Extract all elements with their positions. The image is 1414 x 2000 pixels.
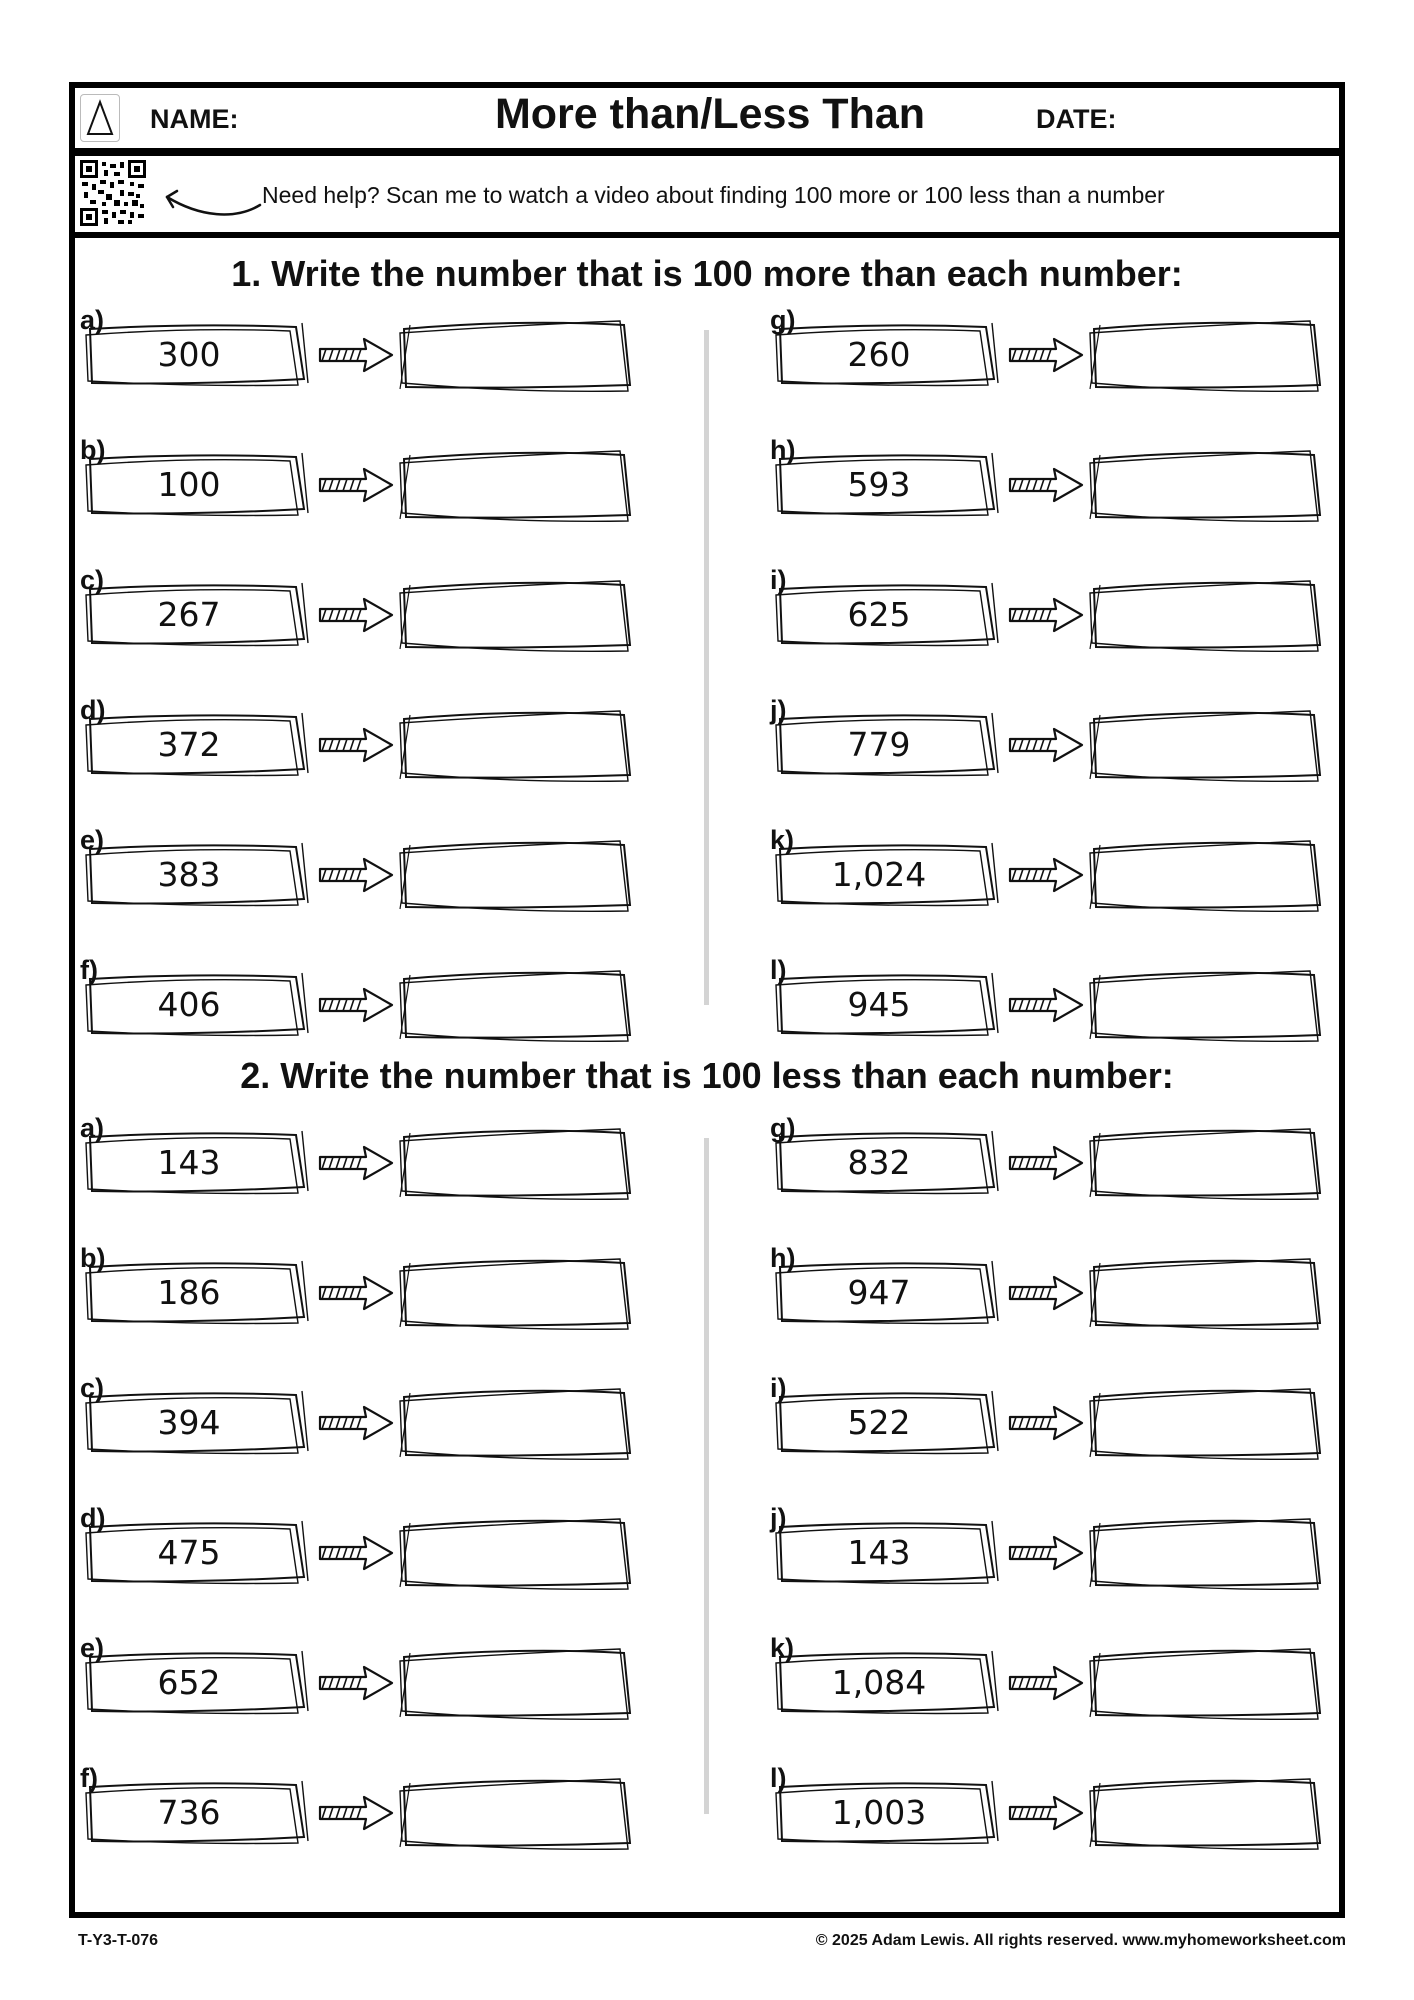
- question-item: [770, 1373, 1370, 1473]
- right-arrow-icon: [1006, 1403, 1086, 1443]
- answer-box[interactable]: [1088, 967, 1328, 1043]
- answer-box[interactable]: [1088, 1775, 1328, 1851]
- question-item: [80, 1763, 680, 1863]
- given-number: 260: [847, 334, 911, 374]
- given-number-box: [774, 1129, 1000, 1195]
- item-letter: f): [80, 1763, 98, 1793]
- given-number: 143: [157, 1142, 221, 1182]
- answer-box[interactable]: [398, 837, 638, 913]
- question-item: [770, 955, 1370, 1055]
- given-number: 143: [847, 1532, 911, 1572]
- given-number: 945: [847, 984, 911, 1024]
- right-arrow-icon: [1006, 595, 1086, 635]
- given-number-box: [774, 841, 1000, 907]
- answer-box[interactable]: [1088, 1125, 1328, 1201]
- right-arrow-icon: [1006, 1533, 1086, 1573]
- answer-box[interactable]: [398, 1125, 638, 1201]
- question-item: [80, 955, 680, 1055]
- given-number: 383: [157, 854, 221, 894]
- given-number-box: [84, 581, 310, 647]
- answer-box[interactable]: [1088, 1255, 1328, 1331]
- given-number-box: [84, 1779, 310, 1845]
- question-item: [770, 1243, 1370, 1343]
- given-number: 406: [157, 984, 221, 1024]
- question-item: [80, 1503, 680, 1603]
- item-letter: j): [770, 695, 787, 725]
- given-number-box: [84, 1259, 310, 1325]
- given-number: 1,084: [831, 1662, 927, 1702]
- triangle-logo-icon: [80, 94, 120, 142]
- item-letter: l): [770, 1763, 787, 1793]
- given-number: 267: [157, 594, 221, 634]
- question-item: [80, 825, 680, 925]
- date-label: DATE:: [1036, 104, 1117, 134]
- section-2-divider: [704, 1138, 709, 1814]
- given-number-box: [84, 321, 310, 387]
- given-number-box: [84, 841, 310, 907]
- question-item: [770, 565, 1370, 665]
- answer-box[interactable]: [398, 967, 638, 1043]
- right-arrow-icon: [1006, 335, 1086, 375]
- given-number: 832: [847, 1142, 911, 1182]
- item-letter: h): [770, 435, 796, 465]
- given-number-box: [774, 971, 1000, 1037]
- item-letter: k): [770, 1633, 795, 1663]
- question-item: [770, 1113, 1370, 1213]
- curved-arrow-icon: [155, 175, 265, 225]
- item-letter: k): [770, 825, 795, 855]
- question-item: [770, 305, 1370, 405]
- given-number: 1,003: [831, 1792, 927, 1832]
- item-letter: b): [80, 1243, 106, 1273]
- item-letter: l): [770, 955, 787, 985]
- question-item: [80, 1373, 680, 1473]
- question-item: [770, 1633, 1370, 1733]
- question-item: [80, 1243, 680, 1343]
- item-letter: e): [80, 1633, 105, 1663]
- given-number: 593: [847, 464, 911, 504]
- given-number: 947: [847, 1272, 911, 1312]
- right-arrow-icon: [1006, 465, 1086, 505]
- given-number-box: [774, 451, 1000, 517]
- item-letter: h): [770, 1243, 796, 1273]
- section-2-heading: 2. Write the number that is 100 less than each number:: [240, 1055, 1174, 1096]
- given-number: 1,024: [831, 854, 927, 894]
- right-arrow-icon: [316, 465, 396, 505]
- given-number: 394: [157, 1402, 221, 1442]
- right-arrow-icon: [1006, 985, 1086, 1025]
- item-letter: c): [80, 1373, 105, 1403]
- section-1-heading: 1. Write the number that is 100 more than each number:: [231, 253, 1183, 294]
- item-letter: c): [80, 565, 105, 595]
- question-item: [80, 565, 680, 665]
- answer-box[interactable]: [398, 317, 638, 393]
- answer-box[interactable]: [398, 1645, 638, 1721]
- given-number-box: [774, 1779, 1000, 1845]
- right-arrow-icon: [316, 1533, 396, 1573]
- right-arrow-icon: [316, 855, 396, 895]
- item-letter: f): [80, 955, 98, 985]
- item-letter: a): [80, 305, 105, 335]
- answer-box[interactable]: [398, 447, 638, 523]
- copyright-text: © 2025 Adam Lewis. All rights reserved. www.myhomeworksheet.com: [815, 1932, 1346, 1949]
- help-text: Need help? Scan me to watch a video about finding 100 more or 100 less than a number: [262, 182, 1165, 208]
- item-letter: g): [770, 1113, 796, 1143]
- answer-box[interactable]: [1088, 317, 1328, 393]
- given-number: 300: [157, 334, 221, 374]
- given-number-box: [84, 971, 310, 1037]
- right-arrow-icon: [316, 595, 396, 635]
- question-item: [770, 435, 1370, 535]
- given-number-box: [774, 321, 1000, 387]
- right-arrow-icon: [1006, 855, 1086, 895]
- question-item: [770, 695, 1370, 795]
- qr-code-icon[interactable]: [80, 160, 146, 226]
- item-letter: i): [770, 565, 787, 595]
- item-letter: d): [80, 695, 106, 725]
- given-number-box: [84, 1129, 310, 1195]
- item-letter: i): [770, 1373, 787, 1403]
- section-1-divider: [704, 330, 709, 1005]
- given-number: 625: [847, 594, 911, 634]
- answer-box[interactable]: [1088, 1645, 1328, 1721]
- answer-box[interactable]: [398, 707, 638, 783]
- question-item: [80, 695, 680, 795]
- given-number-box: [774, 1389, 1000, 1455]
- question-item: [770, 1503, 1370, 1603]
- question-item: [770, 825, 1370, 925]
- given-number-box: [774, 1649, 1000, 1715]
- page-title: More than/Less Than: [494, 90, 926, 138]
- given-number: 652: [157, 1662, 221, 1702]
- item-letter: b): [80, 435, 106, 465]
- given-number-box: [84, 711, 310, 777]
- right-arrow-icon: [1006, 725, 1086, 765]
- question-item: [80, 1113, 680, 1213]
- answer-box[interactable]: [398, 577, 638, 653]
- given-number: 779: [847, 724, 911, 764]
- name-label: NAME:: [150, 104, 239, 134]
- given-number-box: [84, 451, 310, 517]
- given-number: 522: [847, 1402, 911, 1442]
- given-number: 736: [157, 1792, 221, 1832]
- right-arrow-icon: [316, 1273, 396, 1313]
- question-item: [770, 1763, 1370, 1863]
- question-item: [80, 435, 680, 535]
- answer-box[interactable]: [1088, 1515, 1328, 1591]
- answer-box[interactable]: [398, 1255, 638, 1331]
- item-letter: j): [770, 1503, 787, 1533]
- answer-box[interactable]: [1088, 577, 1328, 653]
- given-number-box: [774, 1259, 1000, 1325]
- question-item: [80, 305, 680, 405]
- given-number: 186: [157, 1272, 221, 1312]
- right-arrow-icon: [1006, 1793, 1086, 1833]
- right-arrow-icon: [316, 1143, 396, 1183]
- given-number: 372: [157, 724, 221, 764]
- given-number-box: [774, 1519, 1000, 1585]
- given-number-box: [84, 1649, 310, 1715]
- given-number: 100: [157, 464, 221, 504]
- right-arrow-icon: [316, 335, 396, 375]
- right-arrow-icon: [316, 1663, 396, 1703]
- answer-box[interactable]: [1088, 837, 1328, 913]
- given-number-box: [774, 581, 1000, 647]
- right-arrow-icon: [1006, 1663, 1086, 1703]
- right-arrow-icon: [316, 1793, 396, 1833]
- right-arrow-icon: [316, 1403, 396, 1443]
- answer-box[interactable]: [398, 1385, 638, 1461]
- worksheet-code: T-Y3-T-076: [78, 1932, 159, 1949]
- item-letter: g): [770, 305, 796, 335]
- given-number-box: [774, 711, 1000, 777]
- question-item: [80, 1633, 680, 1733]
- answer-box[interactable]: [1088, 1385, 1328, 1461]
- answer-box[interactable]: [398, 1515, 638, 1591]
- right-arrow-icon: [1006, 1273, 1086, 1313]
- right-arrow-icon: [316, 985, 396, 1025]
- item-letter: d): [80, 1503, 106, 1533]
- given-number-box: [84, 1519, 310, 1585]
- given-number: 475: [157, 1532, 221, 1572]
- answer-box[interactable]: [398, 1775, 638, 1851]
- given-number-box: [84, 1389, 310, 1455]
- item-letter: a): [80, 1113, 105, 1143]
- answer-box[interactable]: [1088, 707, 1328, 783]
- item-letter: e): [80, 825, 105, 855]
- answer-box[interactable]: [1088, 447, 1328, 523]
- right-arrow-icon: [1006, 1143, 1086, 1183]
- right-arrow-icon: [316, 725, 396, 765]
